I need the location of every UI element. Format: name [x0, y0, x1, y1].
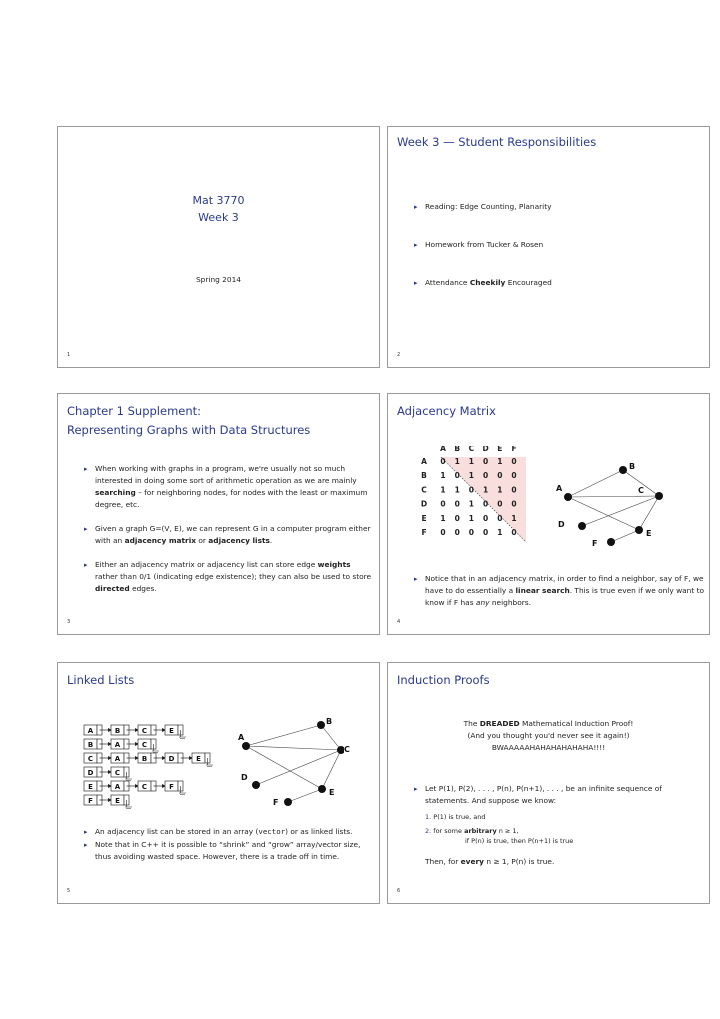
slide-title: Linked Lists	[67, 673, 135, 687]
adjacency-matrix	[418, 446, 548, 550]
matrix-cell: 0	[511, 499, 517, 509]
matrix-row-label: C	[421, 485, 427, 495]
list-item: ▸ Attendance Cheekily Encouraged	[414, 277, 694, 289]
slide-6	[387, 662, 710, 904]
node-label-a: A	[238, 733, 245, 742]
matrix-row-label: E	[421, 513, 427, 523]
node-label-c: C	[638, 486, 644, 495]
matrix-header: A	[440, 446, 446, 453]
bullet-list	[414, 573, 704, 609]
list-node-label: D	[87, 769, 94, 777]
node-f	[284, 798, 292, 806]
course-name: Mat 3770	[192, 194, 245, 207]
condition-2-detail: if P(n) is true, then P(n+1) is true	[465, 837, 574, 845]
node-label-d: D	[558, 520, 565, 529]
matrix-header: C	[468, 446, 475, 453]
matrix-cell: 0	[440, 528, 446, 537]
matrix-cell: 0	[497, 471, 503, 481]
node-label-c-outside: C	[344, 745, 350, 754]
node-label-e: E	[329, 788, 335, 797]
list-item: ▸ Let P(1), P(2), . . . , P(n), P(n+1), . . . , be an infinite sequence of statements. And suppose we know:	[414, 783, 704, 807]
list-node-label: C	[141, 727, 148, 735]
matrix-cell: 0	[511, 485, 517, 495]
matrix-cell: 0	[482, 499, 489, 509]
list-node-label: B	[87, 741, 94, 749]
matrix-row-label: F	[421, 528, 427, 537]
matrix-row-label: A	[421, 457, 427, 466]
matrix-cell: 1	[497, 485, 503, 495]
matrix-cell: 1	[482, 485, 489, 495]
matrix-cell: 1	[468, 457, 475, 466]
course-term: Spring 2014	[195, 275, 241, 284]
matrix-header: E	[497, 446, 503, 453]
slide-number: 3	[67, 619, 71, 625]
matrix-cell: 0	[511, 471, 517, 481]
matrix-cell: 0	[468, 485, 475, 495]
matrix-cell: 1	[497, 457, 503, 466]
matrix-cell: 0	[482, 471, 489, 481]
matrix-cell: 0	[482, 513, 489, 523]
linked-lists-diagram	[82, 723, 232, 811]
induction-conditions	[425, 812, 695, 846]
matrix-cell: 0	[454, 499, 460, 509]
induction-conclusion: Then, for every n ≥ 1, P(n) is true.	[425, 857, 555, 866]
matrix-cell: 0	[440, 457, 446, 466]
list-node-label: E	[169, 727, 174, 735]
matrix-cell: 0	[511, 457, 517, 466]
node-e	[635, 526, 643, 534]
node-label-a: A	[556, 484, 563, 493]
matrix-cell: 1	[511, 513, 517, 523]
list-item: ▸ Note that in C++ it is possible to “shrink” and “grow” array/vector size, thus avoiding wasted space. However, there is a trade off in time.	[84, 839, 374, 863]
linked-lists-graph	[224, 715, 344, 811]
matrix-cell: 1	[440, 485, 446, 495]
node-c	[337, 746, 344, 754]
matrix-cell: 1	[454, 485, 460, 495]
slide-title: Week 3 — Student Responsibilities	[397, 135, 597, 149]
slide-2	[387, 126, 710, 368]
matrix-cell: 1	[454, 457, 460, 466]
bullet-list	[414, 783, 704, 807]
slide-number: 6	[397, 888, 401, 894]
responsibility-list	[414, 201, 694, 289]
list-node-label: A	[114, 755, 121, 763]
matrix-cell: 0	[454, 471, 460, 481]
matrix-header: D	[482, 446, 489, 453]
matrix-row-label: B	[421, 471, 427, 481]
matrix-cell: 0	[511, 528, 517, 537]
matrix-cell: 0	[497, 499, 503, 509]
list-node-label: C	[141, 741, 148, 749]
list-node-label: E	[88, 783, 93, 791]
node-f	[607, 538, 615, 546]
matrix-cell: 0	[440, 499, 446, 509]
list-node-label: C	[141, 783, 148, 791]
slide-1	[57, 126, 380, 368]
node-a	[564, 493, 572, 501]
slide-title: Induction Proofs	[397, 673, 490, 687]
node-label-e: E	[646, 529, 652, 538]
condition-1: 1. P(1) is true, and	[425, 813, 486, 821]
list-node-label: F	[169, 783, 174, 791]
list-item: ▸ An adjacency list can be stored in an array (vector) or as linked lists.	[84, 826, 374, 838]
course-week: Week 3	[198, 211, 239, 224]
node-d	[252, 781, 260, 789]
adjacency-graph	[556, 456, 668, 552]
list-item: ▸ Notice that in an adjacency matrix, in order to find a neighbor, say of F, we have to do essentially a linear search. This is true even if we only want to know if F has any neighbors.	[414, 573, 704, 609]
list-node-label: B	[141, 755, 148, 763]
node-a	[242, 742, 250, 750]
matrix-cell: 1	[440, 471, 446, 481]
matrix-header: B	[454, 446, 461, 453]
list-node-label: D	[168, 755, 175, 763]
node-label-d: D	[241, 773, 248, 782]
list-node-label: F	[88, 797, 93, 805]
slide-number: 5	[67, 888, 71, 894]
list-node-label: C	[114, 769, 121, 777]
list-item: ▸ Either an adjacency matrix or adjacency list can store edge weights rather than 0/1 (indicating edge existence); they can also be used to store directed edges.	[84, 559, 374, 595]
list-node-label: A	[114, 783, 121, 791]
matrix-cell: 0	[497, 513, 503, 523]
list-item: ▸ Homework from Tucker & Rosen	[414, 239, 694, 251]
slide-title: Adjacency Matrix	[397, 404, 496, 418]
matrix-cell: 0	[482, 457, 489, 466]
list-node-label: B	[114, 727, 121, 735]
list-node-label: C	[87, 755, 94, 763]
induction-intro: The DREADED Mathematical Induction Proof! (And you thought you'd never see it again!) BWAAAAAHAHAHAHAHAHA!!!!	[463, 719, 634, 752]
list-node-label: E	[115, 797, 120, 805]
list-node-label: A	[87, 727, 94, 735]
matrix-row-label: D	[420, 499, 428, 509]
slide-4	[387, 393, 710, 635]
matrix-cell: 0	[454, 528, 460, 537]
list-item: ▸ When working with graphs in a program, we're usually not so much interested in doing some sort of arithmetic operation as we are mainly searching – for neighboring nodes, for nodes with the least or maximum degree, etc.	[84, 463, 374, 511]
node-label-b: B	[326, 717, 333, 726]
matrix-header: F	[511, 446, 517, 453]
slide-5	[57, 662, 380, 904]
node-label-f: F	[592, 539, 598, 548]
matrix-cell: 0	[468, 528, 475, 537]
slide-title: Chapter 1 Supplement: Representing Graphs with Data Structures	[67, 404, 311, 437]
list-node-label: A	[114, 741, 121, 749]
matrix-cell: 1	[468, 499, 475, 509]
slide-number: 2	[397, 352, 401, 358]
node-b	[619, 466, 627, 474]
slide-number: 4	[397, 619, 401, 625]
node-e	[318, 785, 326, 793]
list-item: ▸ Reading: Edge Counting, Planarity	[414, 201, 694, 213]
slide-3	[57, 393, 380, 635]
node-c	[655, 492, 663, 500]
condition-2: 2. for some arbitrary n ≥ 1,	[425, 827, 519, 835]
node-label-f: F	[273, 798, 279, 807]
bullet-list	[84, 463, 374, 595]
list-item: ▸ Given a graph G=(V, E), we can represent G in a computer program either with an adjacency matrix or adjacency lists.	[84, 523, 374, 547]
course-title	[58, 192, 379, 226]
bullet-list	[84, 826, 374, 863]
list-node-label: E	[196, 755, 201, 763]
matrix-cell: 1	[468, 471, 475, 481]
matrix-cell: 0	[482, 528, 489, 537]
slide-number: 1	[67, 352, 71, 358]
node-b	[317, 721, 325, 729]
node-d	[578, 522, 586, 530]
matrix-cell: 1	[440, 513, 446, 523]
matrix-cell: 0	[454, 513, 460, 523]
matrix-cell: 1	[497, 528, 503, 537]
matrix-cell: 1	[468, 513, 475, 523]
node-label-b: B	[629, 462, 636, 471]
